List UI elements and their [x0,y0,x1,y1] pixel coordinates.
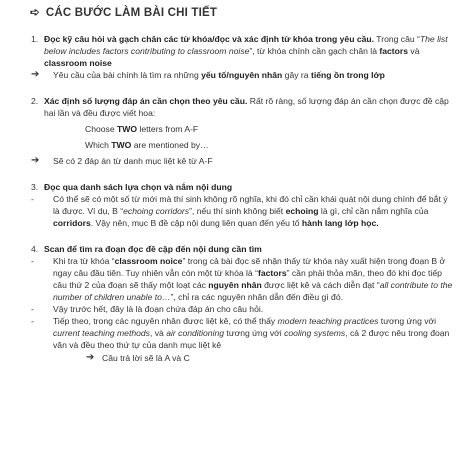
section-3-line [22,181,453,193]
dash-bullet: - [31,194,34,204]
text: là gì, chỉ cần nắm nghĩa của [318,206,429,216]
text: ” trong cả bài đọc sẽ nhận thấy từ khóa này xuất hiện trong đoạn B ở ngay câu đầu tiên. Tuy nhiên vẫn còn một từ khóa là “ [53,256,446,278]
section-2 [22,95,453,167]
bullet-text [53,255,453,303]
right-arrow-icon: ➔ [31,155,40,166]
conclusion-text: Sẽ có 2 đáp án từ danh mục liệt kê từ A-F [53,156,213,166]
section-1-line [22,33,453,69]
section-heading: Đọc qua danh sách lựa chọn và nắm nội dung [44,182,233,192]
dash-bullet: - [31,256,34,266]
keyword: yếu tố/nguyên nhân [201,70,283,80]
section-number: 2. [31,96,39,106]
bullet-item [22,303,453,315]
section-4-line [22,243,453,255]
bullet-item [22,255,453,303]
page-title [30,7,453,19]
conclusion-text [53,69,453,81]
text: ” cần phải thỏa mãn, theo đó khi đọc tiếp câu thứ 2 của đoạn sẽ thấy một loạt các [53,268,442,290]
keyword: tiếng ồn trong lớp [310,70,385,80]
keyword: factors [257,268,287,278]
dash-bullet: - [31,304,34,314]
text: Rất rõ ràng, số lượng đáp án cần chọn được đề cập hai lần và đều được viết hoa: [44,96,449,118]
keyword: classroom noise [44,58,112,68]
italic-term: air conditioning [166,328,225,338]
bullet-item [22,193,453,229]
section-number: 4. [31,244,39,254]
italic-term: modern teaching practices [277,316,379,326]
text: Khi tra từ khóa “ [53,256,115,266]
bullet-text [53,193,453,229]
section-1-text [44,33,453,69]
option-line [22,139,453,151]
text: tương ứng với [378,316,437,326]
right-arrow-icon: ➔ [86,352,95,363]
text: được liệt kê và cách diễn đạt “ [261,280,380,290]
italic-quote: echoing corridors [123,206,190,216]
section-1 [22,33,453,81]
section-heading: Đọc kỹ câu hỏi và gạch chân các từ khóa/đọc và xác định từ khóa trong yêu cầu. [44,34,375,44]
keyword: classroom noice [114,256,183,266]
italic-quote: all contribute to the number of children unable to… [53,280,453,302]
italic-quote: The list below includes factors contributing to classroom noise [44,34,448,56]
text: Có thể sẽ có một số từ mới mà thí sinh không rõ nghĩa, khi đó chỉ cần khái quát nội dung chính để bắt ý là được. Ví dụ, B “ [53,194,448,216]
text: ”, chỉ ra các nguyên nhân dẫn đến điều gì đó. [170,292,344,302]
section-2-line [22,95,453,119]
answer-text: Câu trả lời sẽ là A và C [102,353,190,363]
keyword: echoing [285,206,319,216]
text: , và [149,328,167,338]
text: ”, từ khóa chính cần gạch chân là [249,46,380,56]
right-arrow-icon: ➪ [30,7,40,19]
keyword: nguyên nhân [208,280,262,290]
section-4 [22,243,453,364]
text: tương ứng với [224,328,285,338]
text: are mentioned by… [131,140,209,150]
text: . Vậy nên, mục B đề cập nội dung liên quan đến yếu tố [90,218,302,228]
bullet-item [22,315,453,351]
section-number: 1. [31,34,39,44]
option-line [22,123,453,135]
text: , cả 2 được nêu trong đoạn văn và đều theo thứ tự của danh mục liệt kê [53,328,450,350]
text: ”, nếu thí sinh không biết [189,206,286,216]
text: gây ra [282,70,311,80]
title-text: CÁC BƯỚC LÀM BÀI CHI TIẾT [45,7,218,19]
section-3 [22,181,453,229]
section-number: 3. [31,182,39,192]
text: Yêu cầu của bài chính là tìm ra những [53,70,202,80]
text: và [408,46,420,56]
keyword: hành lang lớp học. [301,218,379,228]
text: Choose [85,124,118,134]
keyword: TWO [111,140,132,150]
italic-term: current teaching methods [53,328,150,338]
right-arrow-icon: ➔ [31,69,40,80]
text: Tiếp theo, trong các nguyên nhân được liệt kê, có thể thấy [53,316,278,326]
answer-line [22,352,453,364]
section-2-text [44,95,453,119]
bullet-text: Vậy trước hết, đây là là đoạn chứa đáp án cho câu hỏi. [53,304,264,314]
text: Trong câu “ [374,34,420,44]
keyword: factors [379,46,409,56]
conclusion-line [22,69,453,81]
text: Which [85,140,112,150]
section-heading: Scan để tìm ra đoạn đọc đề cập đến nội dung cần tìm [44,244,262,254]
conclusion-line [22,155,453,167]
keyword: TWO [117,124,138,134]
bullet-text [53,315,453,351]
dash-bullet: - [31,316,34,326]
keyword: corridors [53,218,91,228]
text: letters from A-F [137,124,199,134]
section-heading: Xác định số lượng đáp án cần chọn theo yêu cầu. [44,96,248,106]
italic-term: cooling systems [284,328,346,338]
